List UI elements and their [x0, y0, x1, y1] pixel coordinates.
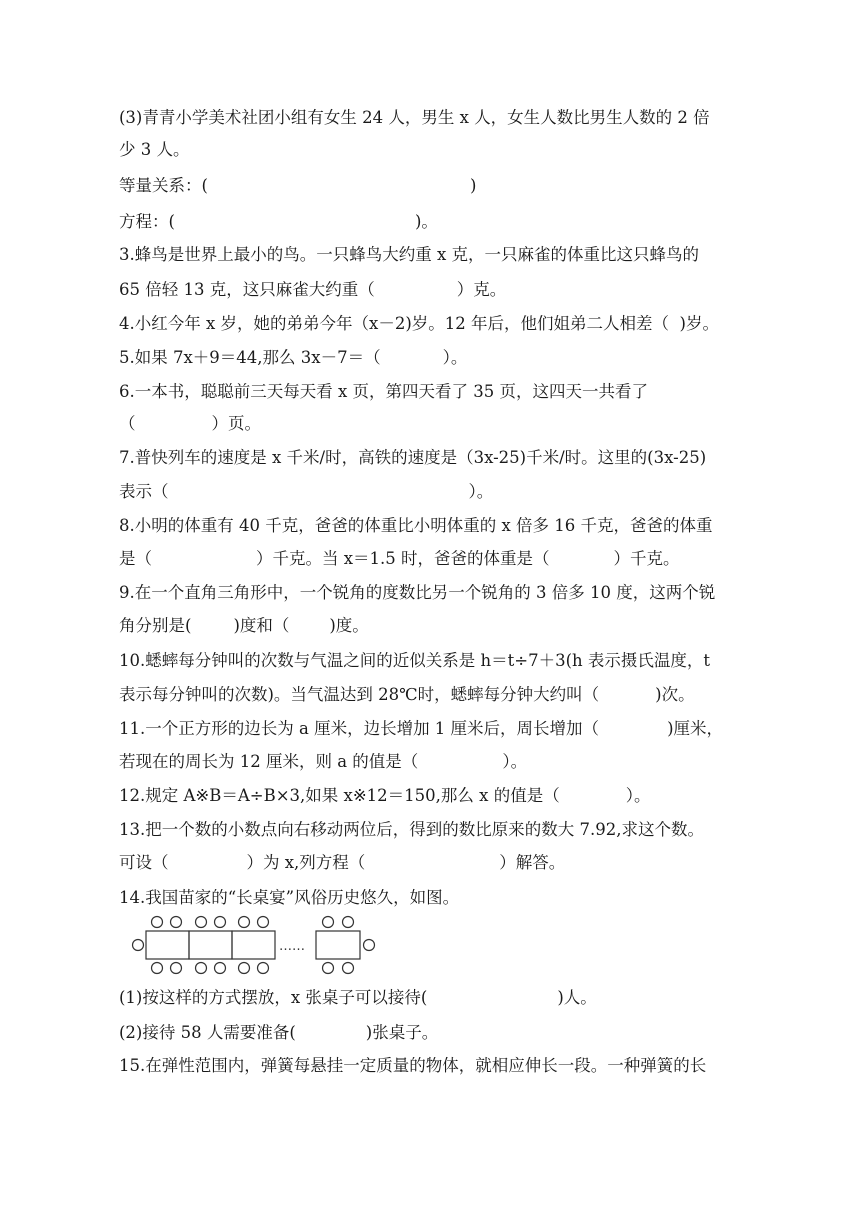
question-7-line-1: 7.普快列车的速度是 x 千米/时，高铁的速度是（3x-25)千米/时。这里的(3x-25) — [119, 448, 707, 467]
seat — [343, 963, 354, 974]
question-15-line-1: 15.在弹性范围内，弹簧每悬挂一定质量的物体，就相应伸长一段。一种弹簧的长 — [119, 1056, 707, 1075]
question-14-sub-2: (2)接待 58 人需要准备( )张桌子。 — [119, 1023, 439, 1042]
question-10-line-2: 表示每分钟叫的次数)。当气温达到 28℃时，蟋蟀每分钟大约叫（ )次。 — [119, 685, 695, 704]
seat-right-end — [364, 940, 375, 951]
question-5-line: 5.如果 7x＋9＝44,那么 3x－7＝（ ）。 — [119, 348, 468, 367]
seat — [152, 963, 163, 974]
question-13-line-2: 可设（ ）为 x,列方程（ ）解答。 — [119, 853, 566, 872]
question-4-line: 4.小红今年 x 岁，她的弟弟今年（x－2)岁。12 年后，他们姐弟二人相差（ )岁。 — [119, 314, 719, 333]
question-6-line-2: （ ）页。 — [119, 414, 261, 433]
ellipsis-dots: …… — [279, 939, 305, 954]
seat — [323, 963, 334, 974]
seat — [215, 917, 226, 928]
question-11-line-2: 若现在的周长为 12 厘米，则 a 的值是（ ）。 — [119, 752, 528, 771]
question-3-line-1: 3.蜂鸟是世界上最小的鸟。一只蜂鸟大约重 x 克，一只麻雀的体重比这只蜂鸟的 — [119, 245, 700, 264]
table-last — [316, 931, 360, 959]
seat — [196, 917, 207, 928]
seat — [196, 963, 207, 974]
question-3-sub-line-1: (3)青青小学美术社团小组有女生 24 人，男生 x 人，女生人数比男生人数的 2 倍 — [119, 108, 710, 127]
long-table-figure — [128, 915, 388, 977]
question-11-line-1: 11.一个正方形的边长为 a 厘米，边长增加 1 厘米后，周长增加（ )厘米， — [119, 719, 723, 738]
question-3-line-2: 65 倍轻 13 克，这只麻雀大约重（ ）克。 — [119, 280, 507, 299]
question-7-line-2: 表示（ ）。 — [119, 482, 494, 501]
question-12-line: 12.规定 A※B＝A÷B×3,如果 x※12＝150,那么 x 的值是（ ）。 — [119, 786, 651, 805]
question-8-line-2: 是（ ）千克。当 x＝1.5 时，爸爸的体重是（ ）千克。 — [119, 549, 680, 568]
question-6-line-1: 6.一本书，聪聪前三天每天看 x 页，第四天看了 35 页，这四天一共看了 — [119, 382, 649, 401]
equivalence-line: 等量关系：( ) — [119, 176, 477, 195]
seat-left-end — [133, 940, 144, 951]
equation-line: 方程：( )。 — [119, 212, 438, 231]
question-10-line-1: 10.蟋蟀每分钟叫的次数与气温之间的近似关系是 h＝t÷7＋3(h 表示摄氏温度，t — [119, 651, 711, 670]
table-3 — [232, 931, 275, 959]
question-8-line-1: 8.小明的体重有 40 千克，爸爸的体重比小明体重的 x 倍多 16 千克，爸爸的体重 — [119, 516, 713, 535]
question-13-line-1: 13.把一个数的小数点向右移动两位后，得到的数比原来的数大 7.92,求这个数。 — [119, 820, 704, 839]
seat — [343, 917, 354, 928]
seat — [239, 963, 250, 974]
seat — [171, 963, 182, 974]
question-9-line-1: 9.在一个直角三角形中，一个锐角的度数比另一个锐角的 3 倍多 10 度，这两个锐 — [119, 583, 716, 602]
question-14-sub-1: (1)按这样的方式摆放，x 张桌子可以接待( )人。 — [119, 988, 597, 1007]
table-1 — [146, 931, 189, 959]
question-14-line: 14.我国苗家的“长桌宴”风俗历史悠久，如图。 — [119, 888, 460, 907]
table-2 — [189, 931, 232, 959]
seat — [239, 917, 250, 928]
seat — [323, 917, 334, 928]
seat — [258, 917, 269, 928]
seat — [152, 917, 163, 928]
question-3-sub-line-2: 少 3 人。 — [119, 140, 190, 159]
seat — [215, 963, 226, 974]
seat — [171, 917, 182, 928]
question-9-line-2: 角分别是( )度和（ )度。 — [119, 616, 369, 635]
seat — [258, 963, 269, 974]
